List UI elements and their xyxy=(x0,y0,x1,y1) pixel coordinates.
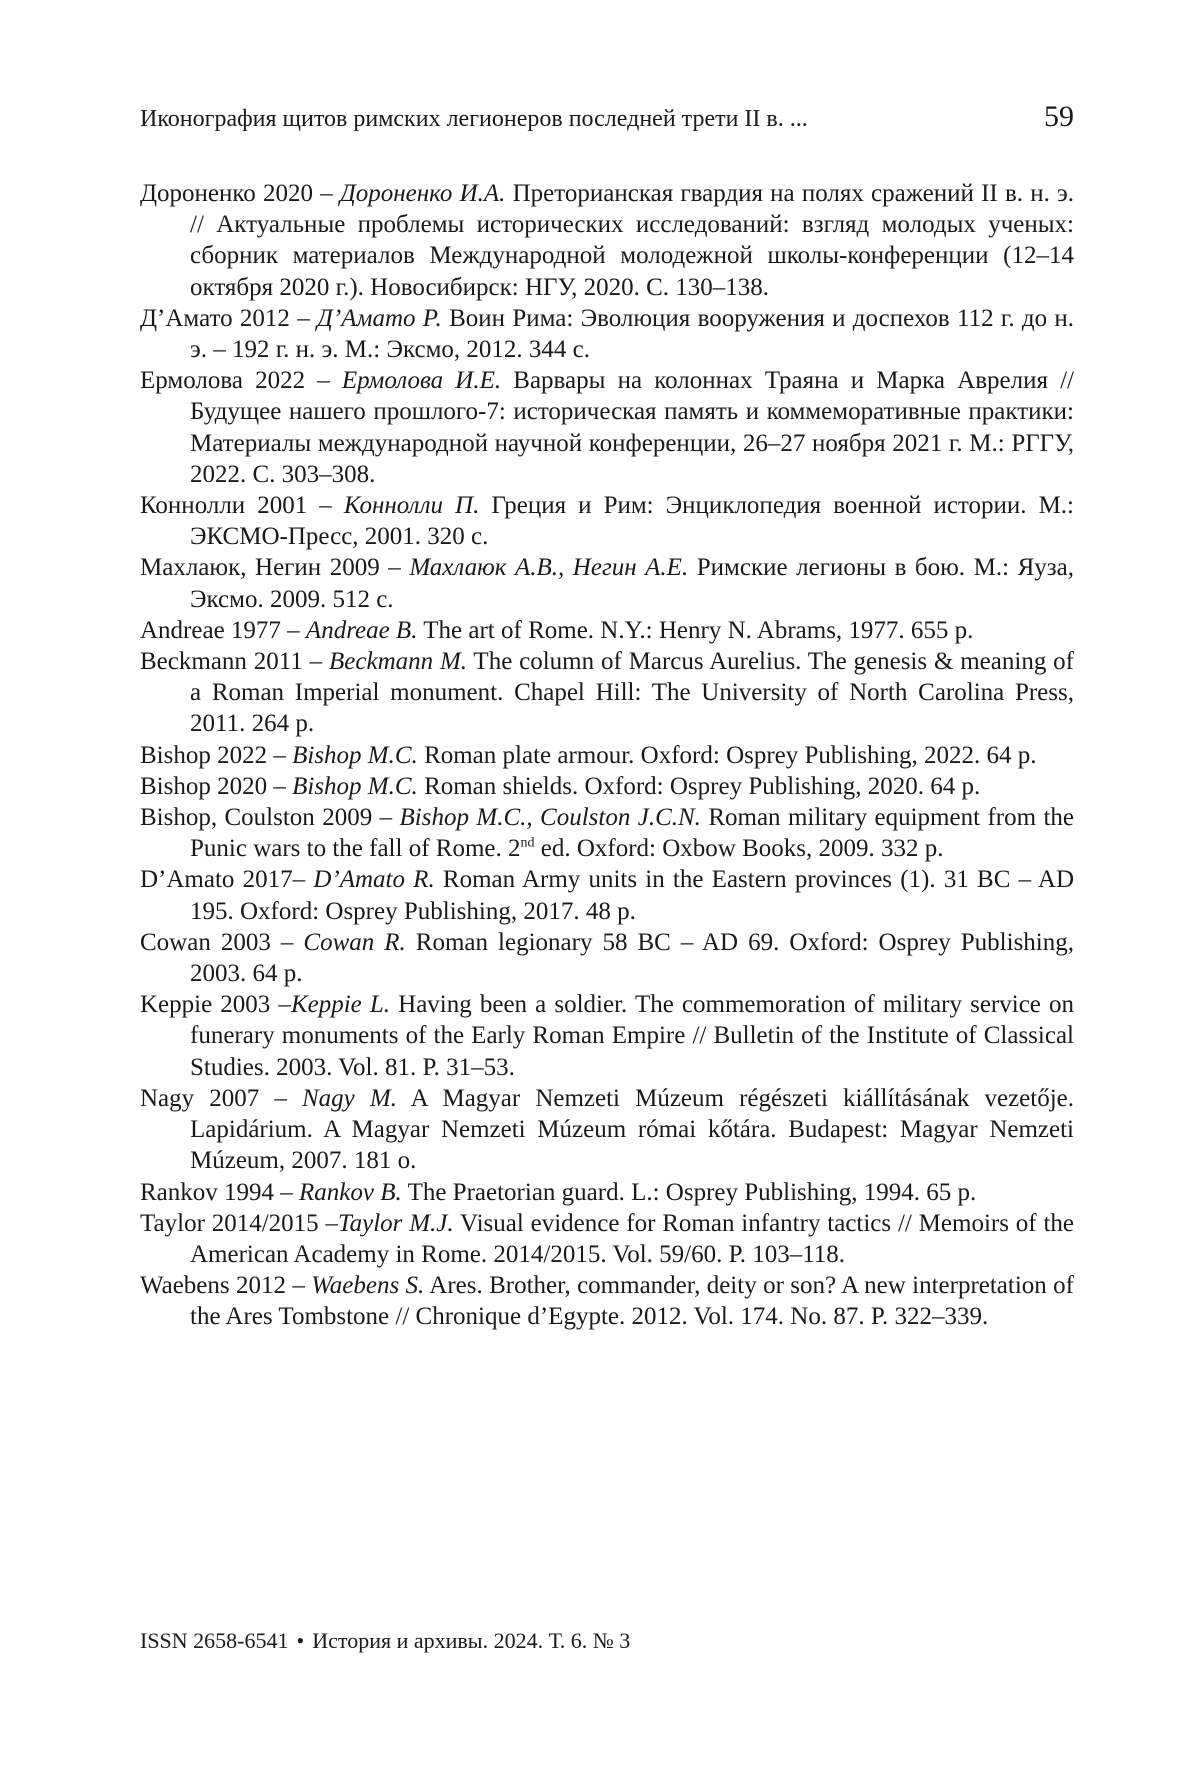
document-page xyxy=(0,0,1200,1780)
reference-author: Waebens S. xyxy=(311,1272,424,1299)
reference-short: Taylor 2014/2015 – xyxy=(140,1210,338,1237)
reference-entry xyxy=(140,1208,1074,1270)
reference-short: Beckmann 2011 – xyxy=(140,648,329,675)
reference-author: Nagy M. xyxy=(302,1085,397,1112)
reference-text: The art of Rome. N.Y.: Henry N. Abrams, 1977. 655 p. xyxy=(417,617,973,644)
reference-short: Махлаюк, Негин 2009 – xyxy=(140,554,409,581)
reference-entry xyxy=(140,740,1074,771)
reference-author: Andreae B. xyxy=(306,617,418,644)
reference-author: Ермолова И.Е. xyxy=(342,367,501,394)
page-footer xyxy=(140,1628,630,1654)
reference-text: Римские легионы в бою. М.: Яуза, Эксмо. 2009. 512 с. xyxy=(190,554,1074,612)
reference-text: Roman shields. Oxford: Osprey Publishing, 2020. 64 p. xyxy=(418,773,981,800)
reference-short: Д’Амато 2012 – xyxy=(140,305,317,332)
reference-entry xyxy=(140,615,1074,646)
reference-text: The column of Marcus Aurelius. The genesis & meaning of a Roman Imperial monument. Chapel Hill: The University of North Carolina Press, 2011. 264 p. xyxy=(190,648,1074,737)
reference-entry xyxy=(140,771,1074,802)
reference-author: Коннолли П. xyxy=(344,492,479,519)
reference-entry xyxy=(140,989,1074,1083)
reference-author: Дороненко И.А. xyxy=(340,180,506,207)
reference-text: Roman legionary 58 BC – AD 69. Oxford: Osprey Publishing, 2003. 64 p. xyxy=(190,929,1074,987)
reference-short: Bishop 2022 – xyxy=(140,742,292,769)
issn: ISSN 2658-6541 xyxy=(140,1628,289,1653)
reference-author: Д’Амато Р. xyxy=(317,305,442,332)
reference-short: D’Amato 2017– xyxy=(140,866,313,893)
reference-entry xyxy=(140,1270,1074,1332)
reference-superscript: nd xyxy=(521,836,535,851)
reference-short: Keppie 2003 – xyxy=(140,991,291,1018)
reference-short: Ермолова 2022 – xyxy=(140,367,342,394)
reference-text: Having been a soldier. The commemoration of military service on funerary monuments of the Early Roman Empire // Bulletin of the Institute of Classical Studies. 2003. Vol. 81. P. 31–53. xyxy=(190,991,1074,1080)
reference-entry xyxy=(140,646,1074,740)
reference-text: Преторианская гвардия на полях сражений II в. н. э. // Актуальные проблемы исторических исследований: взгляд молодых ученых: сборник материалов Международной молодежной школы-конференции (12–14 октября 2020 г.). Новосибирск: НГУ, 2020. С. 130–138. xyxy=(190,180,1074,301)
reference-text: The Praetorian guard. L.: Osprey Publishing, 1994. 65 p. xyxy=(402,1179,976,1206)
reference-entry xyxy=(140,864,1074,926)
reference-entry xyxy=(140,927,1074,989)
reference-short: Rankov 1994 – xyxy=(140,1179,299,1206)
reference-short: Bishop, Coulston 2009 – xyxy=(140,804,400,831)
reference-text: Варвары на колоннах Траяна и Марка Аврелия // Будущее нашего прошлого-7: историческая память и коммеморативные практики: Материалы международной научной конференции, 26–27 ноября 2021 г. М.: РГГУ, 2022. С. 303–308. xyxy=(190,367,1074,488)
reference-author: Bishop M.C. xyxy=(292,773,418,800)
reference-entry xyxy=(140,802,1074,864)
reference-text: Греция и Рим: Энциклопедия военной истории. М.: ЭКСМО-Пресс, 2001. 320 с. xyxy=(190,492,1074,550)
reference-text: ed. Oxford: Oxbow Books, 2009. 332 p. xyxy=(535,835,944,862)
reference-author: Махлаюк А.В., Негин А.Е. xyxy=(409,554,688,581)
reference-entry xyxy=(140,178,1074,303)
reference-author: Bishop M.C., Coulston J.C.N. xyxy=(400,804,701,831)
journal-citation: История и архивы. 2024. Т. 6. № 3 xyxy=(312,1628,630,1653)
reference-author: Keppie L. xyxy=(291,991,390,1018)
reference-author: Rankov B. xyxy=(299,1179,402,1206)
reference-short: Дороненко 2020 – xyxy=(140,180,340,207)
reference-short: Bishop 2020 – xyxy=(140,773,292,800)
running-header xyxy=(140,100,1074,134)
reference-short: Waebens 2012 – xyxy=(140,1272,311,1299)
reference-entry xyxy=(140,1083,1074,1177)
reference-author: Beckmann M. xyxy=(329,648,467,675)
reference-text: Visual evidence for Roman infantry tactics // Memoirs of the American Academy in Rome. 2014/2015. Vol. 59/60. P. 103–118. xyxy=(190,1210,1074,1268)
reference-text: Roman plate armour. Oxford: Osprey Publishing, 2022. 64 p. xyxy=(418,742,1037,769)
page-number: 59 xyxy=(1044,100,1074,134)
reference-short: Andreae 1977 – xyxy=(140,617,306,644)
reference-text: Roman Army units in the Eastern provinces (1). 31 BC – AD 195. Oxford: Osprey Publishing, 2017. 48 p. xyxy=(190,866,1074,924)
reference-text: Roman military equipment from the Punic wars to the fall of Rome. 2 xyxy=(190,804,1074,862)
reference-short: Коннолли 2001 – xyxy=(140,492,344,519)
reference-entry xyxy=(140,490,1074,552)
reference-short: Nagy 2007 – xyxy=(140,1085,302,1112)
reference-author: Cowan R. xyxy=(303,929,405,956)
reference-text: Ares. Brother, commander, deity or son? A new interpretation of the Ares Tombstone // Chronique d’Egypte. 2012. Vol. 174. No. 87. P. 322–339. xyxy=(190,1272,1074,1330)
reference-author: D’Amato R. xyxy=(313,866,434,893)
reference-entry xyxy=(140,552,1074,614)
running-title: Иконография щитов римских легионеров последней трети II в. ... xyxy=(140,106,808,133)
reference-list xyxy=(140,178,1074,1333)
reference-entry xyxy=(140,365,1074,490)
reference-text: A Magyar Nemzeti Múzeum régészeti kiállításának vezetője. Lapidárium. A Magyar Nemzeti Múzeum római kőtára. Budapest: Magyar Nemzeti Múzeum, 2007. 181 o. xyxy=(190,1085,1074,1174)
reference-author: Bishop M.C. xyxy=(292,742,418,769)
reference-entry xyxy=(140,303,1074,365)
reference-entry xyxy=(140,1177,1074,1208)
reference-text: Воин Рима: Эволюция вооружения и доспехов 112 г. до н. э. – 192 г. н. э. М.: Эксмо, 2012. 344 с. xyxy=(190,305,1074,363)
footer-separator: • xyxy=(297,1628,305,1653)
reference-author: Taylor M.J. xyxy=(338,1210,454,1237)
reference-short: Cowan 2003 – xyxy=(140,929,303,956)
